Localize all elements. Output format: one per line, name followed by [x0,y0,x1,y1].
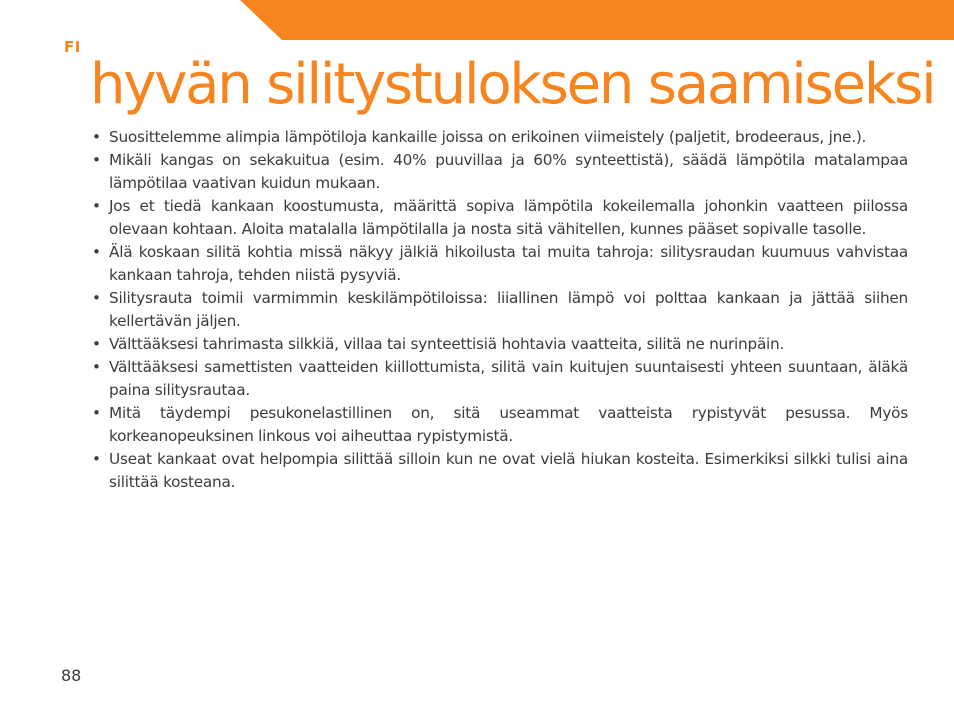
list-item [90,195,908,241]
tip-text: Jos et tiedä kankaan koostumusta, määrittä sopiva lämpötila kokeilemalla johonkin vaatteen piilossa olevaan kohtaan. Aloita matalalla lämpötilalla ja nosta sitä vähitellen, kunnes pääset sopivalle tasolle. [109,197,908,238]
tip-text: Mikäli kangas on sekakuitua (esim. 40% puuvillaa ja 60% synteettistä), säädä lämpötila matalampaa lämpötilaa vaativan kuidun mukaan. [109,151,908,192]
bullet-icon: • [92,151,101,169]
tip-text: Suosittelemme alimpia lämpötiloja kankaille joissa on erikoinen viimeistely (paljetit, brodeeraus, jne.). [109,128,867,146]
bullet-icon: • [92,450,101,468]
list-item [90,126,908,149]
page-title: hyvän silitystuloksen saamiseksi [90,52,935,117]
bullet-icon: • [92,243,101,261]
bullet-icon: • [92,289,101,307]
tip-text: Useat kankaat ovat helpompia silittää silloin kun ne ovat vielä hiukan kosteita. Esimerkiksi silkki tulisi aina silittää kosteana. [109,450,908,491]
tip-text: Välttääksesi tahrimasta silkkiä, villaa tai synteettisiä hohtavia vaatteita, silitä ne nurinpäin. [109,335,785,353]
tip-text: Mitä täydempi pesukonelastillinen on, sitä useammat vaatteista rypistyvät pesussa. Myös korkeanopeuksinen linkous voi aiheuttaa rypistymistä. [109,404,908,445]
bullet-icon: • [92,128,101,146]
list-item [90,448,908,494]
tip-text: Silitysrauta toimii varmimmin keskilämpötiloissa: liiallinen lämpö voi polttaa kankaan ja jättää siihen kellertävän jäljen. [109,289,908,330]
tips-list [90,126,908,494]
list-item [90,402,908,448]
bullet-icon: • [92,197,101,215]
bullet-icon: • [92,335,101,353]
bullet-icon: • [92,358,101,376]
page-number: 88 [61,666,82,685]
list-item [90,241,908,287]
tip-text: Välttääksesi samettisten vaatteiden kiillottumista, silitä vain kuitujen suuntaisesti yhteen suuntaan, äläkä paina silitysrautaa. [109,358,908,399]
tip-text: Älä koskaan silitä kohtia missä näkyy jälkiä hikoilusta tai muita tahroja: silitysraudan kuumuus vahvistaa kankaan tahroja, tehden niistä pysyviä. [109,243,908,284]
header-accent-band [240,0,954,40]
list-item [90,333,908,356]
list-item [90,356,908,402]
language-label: FI [64,38,81,56]
list-item [90,149,908,195]
bullet-icon: • [92,404,101,422]
list-item [90,287,908,333]
